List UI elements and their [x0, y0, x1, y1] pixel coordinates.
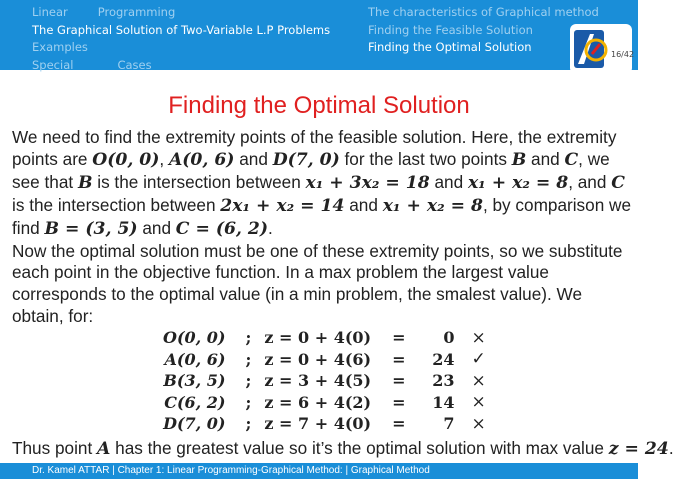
header-bar [0, 0, 638, 70]
nav-item-programming[interactable]: Programming [97, 5, 176, 19]
nav-item-cases[interactable]: Cases [117, 57, 152, 72]
cross-icon: × [471, 392, 486, 413]
point-label: C(6, 2) [164, 392, 226, 412]
logo-emblem-icon [570, 24, 635, 74]
point-label: O(0, 0) [163, 328, 226, 348]
page-number: 16/42 [611, 50, 635, 59]
equals-sign: = [392, 349, 406, 369]
nav-left [32, 4, 330, 74]
objective-expression: z = 7 + 4(0) [264, 414, 372, 434]
nav-item-examples[interactable]: Examples [32, 40, 88, 54]
objective-value: 7 [443, 414, 455, 434]
paragraph-extremity-points: We need to find the extremity points of the feasible solution. Here, the extremity points are O(0, 0), A(0, 6) and D(7, 0) for the last two points B and C, we see that B is the intersection between x₁ + 3x₂ = 18 and x₁ + x₂ = 8, and C is the intersection between 2x₁ + x₂ = 14 and x₁ + x₂ = 8, by comparison we find B = (3, 5) and C = (6, 2). [12, 127, 632, 239]
nav-item-linear[interactable]: Linear [32, 5, 68, 19]
footer-text: Dr. Kamel ATTAR | Chapter 1: Linear Programming-Graphical Method: | Graphical Method [32, 465, 430, 476]
nav-item-feasible-solution[interactable]: Finding the Feasible Solution [368, 22, 533, 37]
table-row [160, 327, 489, 349]
separator: ; [245, 392, 252, 412]
objective-expression: z = 6 + 4(2) [264, 392, 372, 412]
separator: ; [245, 414, 252, 434]
point-label: D(7, 0) [163, 414, 226, 434]
check-icon: ✓ [471, 349, 486, 370]
equals-sign: = [392, 392, 406, 412]
objective-values-table [160, 327, 489, 435]
university-logo [570, 24, 635, 74]
objective-expression: z = 0 + 4(6) [264, 349, 372, 369]
equals-sign: = [392, 414, 406, 434]
point-label: A(0, 6) [164, 349, 226, 369]
point-label: B(3, 5) [163, 371, 226, 391]
objective-expression: z = 3 + 4(5) [264, 371, 372, 391]
objective-value: 0 [443, 328, 455, 348]
table-row [160, 349, 489, 371]
footer-bar [0, 463, 638, 479]
separator: ; [245, 328, 252, 348]
objective-value: 23 [432, 371, 455, 391]
table-row [160, 392, 489, 414]
conclusion: Thus point A has the greatest value so it’s the optimal solution with max value z = 24. [12, 438, 674, 459]
cross-icon: × [471, 370, 486, 391]
objective-value: 24 [432, 349, 455, 369]
separator: ; [245, 371, 252, 391]
nav-item-optimal-solution[interactable]: Finding the Optimal Solution [368, 40, 532, 54]
objective-value: 14 [432, 392, 455, 412]
objective-expression: z = 0 + 4(0) [264, 328, 372, 348]
table-row [160, 413, 489, 435]
table-row [160, 370, 489, 392]
nav-item-graphical-solution[interactable]: The Graphical Solution of Two-Variable L.P Problems [32, 22, 331, 37]
cross-icon: × [471, 327, 486, 348]
slide-body [12, 127, 632, 328]
cross-icon: × [471, 413, 486, 434]
separator: ; [245, 349, 252, 369]
equals-sign: = [392, 371, 406, 391]
nav-item-characteristics[interactable]: The characteristics of Graphical method [368, 5, 599, 19]
nav-right [368, 4, 599, 57]
nav-item-special[interactable]: Special [32, 57, 74, 72]
equals-sign: = [392, 328, 406, 348]
slide-title: Finding the Optimal Solution [168, 92, 470, 119]
paragraph-objective-function: Now the optimal solution must be one of these extremity points, so we substitute each point in the objective function. In a max problem the largest value corresponds to the optimal value (in a min problem, the smalest value). We obtain, for: [12, 240, 623, 327]
